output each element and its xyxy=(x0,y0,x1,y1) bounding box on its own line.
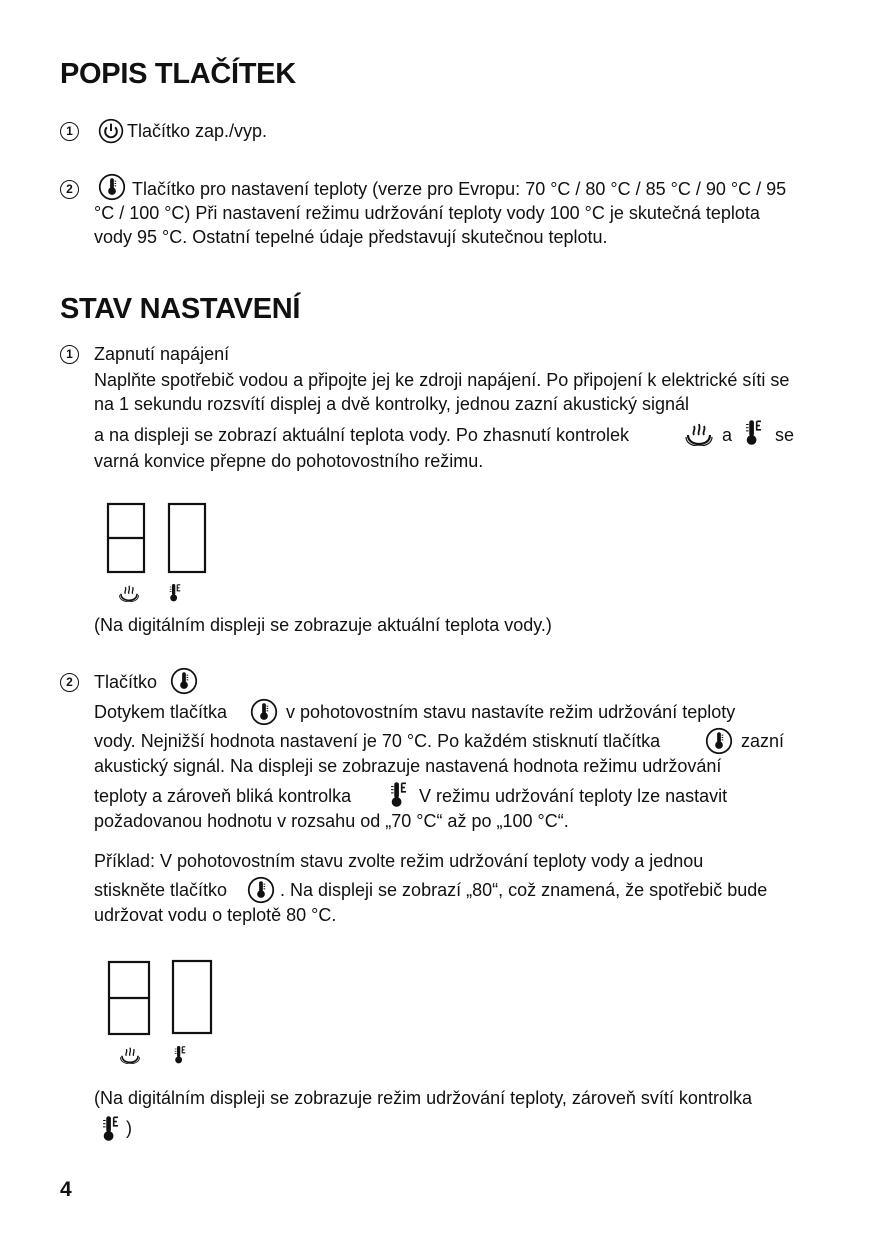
display-caption-end: ) xyxy=(126,1118,132,1138)
state-button-line: Dotykem tlačítka xyxy=(94,702,228,722)
item-number: 1 xyxy=(60,122,79,141)
button-power-description: Tlačítko zap./vyp. xyxy=(127,121,268,141)
display-caption: (Na digitálním displeji se zobrazuje aktuální teplota vody.) xyxy=(94,615,552,635)
state-power-paragraph: Naplňte spotřebič vodou a připojte jej ke zdroji napájení. Po připojení k elektrické síti se na 1 sekundu rozsvítí displej a dvě kontrolky, jednou zazní akustický signál xyxy=(94,370,790,414)
state-power-line-end: se xyxy=(775,425,795,445)
display-digit-segment xyxy=(169,504,205,572)
thermometer-keep-warm-icon xyxy=(390,781,407,809)
steam-indicator-icon xyxy=(119,586,138,602)
digital-display-illustration xyxy=(105,956,220,1068)
state-button-line: akustický signál. Na displeji se zobrazuje nastavená hodnota režimu udržování xyxy=(94,756,722,776)
example-line: . Na displeji se zobrazí „80“, což znamená, že spotřebič bude xyxy=(280,880,768,900)
section-heading-buttons: POPIS TLAČÍTEK xyxy=(60,58,296,90)
thermometer-button-icon xyxy=(170,667,198,695)
state-button-line: teploty a zároveň bliká kontrolka xyxy=(94,786,352,806)
item-number: 2 xyxy=(60,673,79,692)
thermometer-keep-warm-icon xyxy=(102,1115,119,1143)
state-button-line: zazní xyxy=(741,731,785,751)
state-button-line: požadovanou hodnotu v rozsahu od „70 °C“ až po „100 °C“. xyxy=(94,811,569,831)
state-button-line: vody. Nejnižší hodnota nastavení je 70 °C. Po každém stisknutí tlačítka xyxy=(94,731,661,751)
thermometer-button-icon xyxy=(250,698,278,726)
steam-indicator-icon xyxy=(120,1048,139,1064)
section-heading-settings: STAV NASTAVENÍ xyxy=(60,293,301,325)
state-button-line: V režimu udržování teploty lze nastavit xyxy=(419,786,728,806)
state-button-title: Tlačítko xyxy=(94,672,158,692)
steam-icon xyxy=(684,422,714,446)
display-digit-segment xyxy=(173,961,211,1033)
thermometer-keep-warm-icon xyxy=(745,419,762,447)
item-number: 2 xyxy=(60,180,79,199)
item-number: 1 xyxy=(60,345,79,364)
button-temperature-description: Tlačítko pro nastavení teploty (verze pro Evropu: 70 °C / 80 °C / 85 °C / 90 °C / 95 °C / 100 °C) Při nastavení režimu udržování teploty vody 100 °C je skutečná teplota vody 95 °C. Ostatní tepelné údaje představují skutečnou teplotu. xyxy=(94,179,787,247)
power-icon xyxy=(98,118,124,144)
example-line: udržovat vodu o teplotě 80 °C. xyxy=(94,905,337,925)
state-power-title: Zapnutí napájení xyxy=(94,344,230,364)
page-number: 4 xyxy=(60,1178,72,1201)
thermometer-indicator-icon xyxy=(170,584,181,601)
thermometer-button-icon xyxy=(247,876,275,904)
thermometer-button-icon xyxy=(705,727,733,755)
digital-display-illustration xyxy=(105,500,215,608)
example-line: Příklad: V pohotovostním stavu zvolte režim udržování teploty vody a jednou xyxy=(94,851,704,871)
thermometer-indicator-icon xyxy=(175,1046,186,1063)
example-line: stiskněte tlačítko xyxy=(94,880,228,900)
state-power-line: varná konvice přepne do pohotovostního režimu. xyxy=(94,451,484,471)
state-power-conjunction: a xyxy=(722,425,733,445)
display-caption: (Na digitálním displeji se zobrazuje režim udržování teploty, zároveň svítí kontrolka xyxy=(94,1088,752,1108)
state-button-line: v pohotovostním stavu nastavíte režim udržování teploty xyxy=(286,702,736,722)
state-power-line: a na displeji se zobrazí aktuální teplota vody. Po zhasnutí kontrolek xyxy=(94,425,629,445)
